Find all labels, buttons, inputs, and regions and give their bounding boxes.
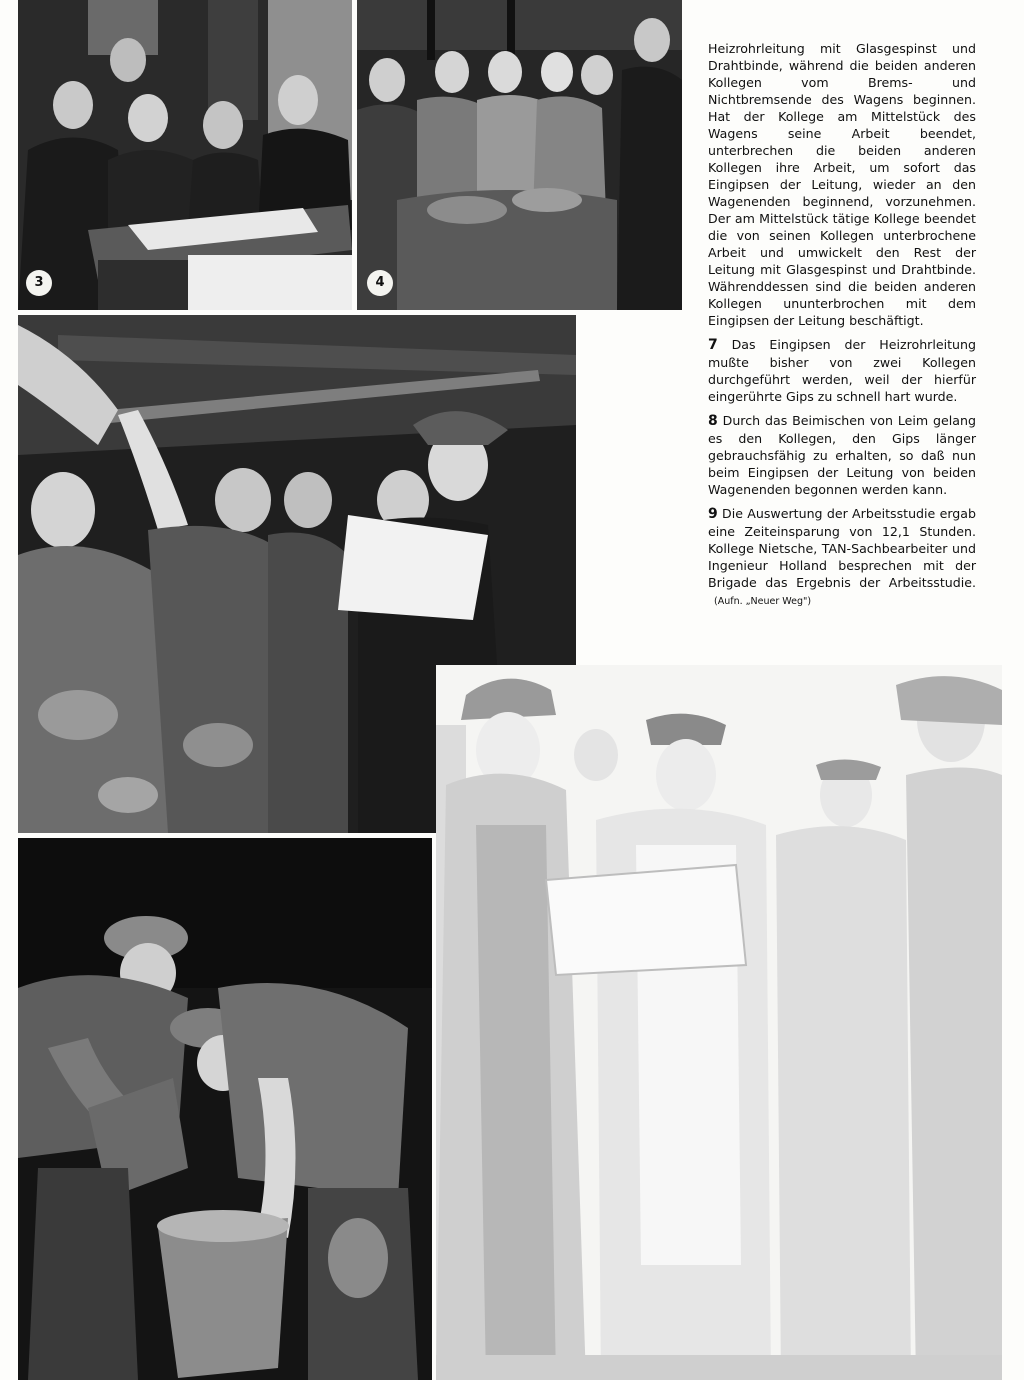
caption-item-9-text: Die Auswertung der Arbeitsstudie ergab eine Zeiteinsparung von 12,1 Stunden. Kollege Nietsche, TAN-Sachbearbeiter und Ingenieur Holland besprechen mit der Brigade das Ergebnis der Arbeitsstudie. [708, 506, 976, 590]
caption-item-7 [708, 336, 976, 405]
photo-4-workers-seated [357, 0, 682, 310]
photo-8-image [18, 838, 432, 1380]
caption-item-9 [708, 505, 976, 610]
caption-item-8-number: 8 [708, 413, 718, 429]
photo-8-mixing-plaster [18, 838, 432, 1380]
photo-3-image [18, 0, 352, 310]
caption-item-8-text: Durch das Beimischen von Leim gelang es den Kollegen, den Gips länger gebrauchsfähig zu erhalten, so daß nun beim Eingipsen der Leitung von beiden Wagenenden begonnen werden kann. [708, 413, 976, 497]
caption-item-9-number: 9 [708, 506, 718, 522]
caption-paragraph-intro [708, 40, 976, 329]
photo-credit: (Aufn. „Neuer Weg") [714, 596, 812, 607]
caption-text-column [708, 40, 976, 617]
photo-9-brigade-discussion [436, 665, 1002, 1380]
caption-paragraph-intro-text: Heizrohrleitung mit Glasgespinst und Drahtbinde, während die beiden anderen Kollegen vom Brems- und Nichtbremsende des Wagens beginnen. Hat der Kollege am Mittelstück des Wagens seine Arbeit beendet, unterbrechen die beiden anderen Kollegen ihre Arbeit, um sofort das Eingipsen der Leitung, wieder an den Wagenenden beginnend, vorzunehmen. Der am Mittelstück tätige Kollege beendet die von seinen Kollegen unterbrochene Arbeit und umwickelt den Rest der Leitung mit Glasgespinst und Drahtbinde. Währenddessen sind die beiden anderen Kollegen ununterbrochen mit dem Eingipsen der Leitung beschäftigt. [708, 41, 976, 328]
caption-item-7-text: Das Eingipsen der Heizrohrleitung mußte bisher von zwei Kollegen durchgeführt werden, weil der hierfür eingerührte Gips zu schnell hart wurde. [708, 337, 976, 404]
photo-3-number-badge: 3 [26, 270, 52, 296]
photo-4-image [357, 0, 682, 310]
photo-3-meeting [18, 0, 352, 310]
caption-item-8 [708, 412, 976, 498]
photo-9-image [436, 665, 1002, 1380]
photo-4-number-badge: 4 [367, 270, 393, 296]
caption-item-7-number: 7 [708, 337, 718, 353]
